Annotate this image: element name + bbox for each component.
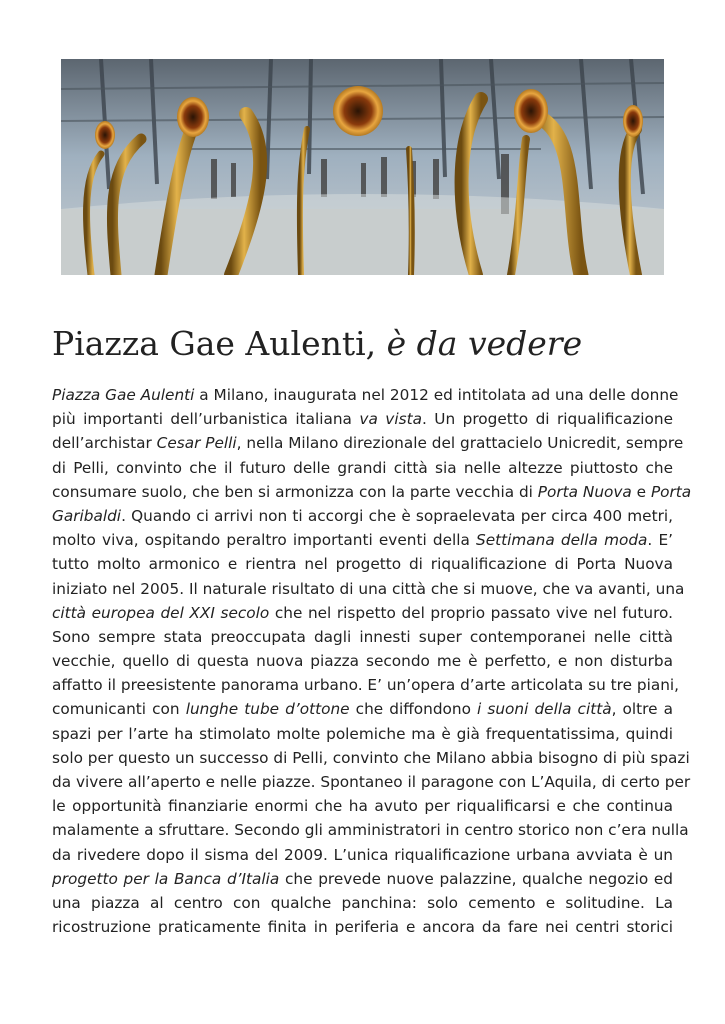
article-body [52, 383, 692, 939]
paragraph-line [52, 915, 673, 939]
title-emphasis: è da vedere [386, 324, 583, 363]
body-text: comunicanti con [52, 700, 186, 719]
emphasis-text: Piazza Gae Aulenti [52, 386, 195, 404]
body-text: che diffondono [349, 700, 478, 719]
hero-image [61, 59, 664, 275]
paragraph-line [52, 601, 673, 625]
paragraph-line [52, 867, 673, 891]
body-text: le opportunità finanziarie enormi che ha avuto per riqualificarsi e che continua [52, 797, 673, 816]
body-text: , nella Milano direzionale del grattacielo Unicredit, sempre [236, 434, 684, 453]
body-text: affatto il preesistente panorama urbano. E’ un’opera d’arte articolata su tre piani, [52, 676, 680, 695]
body-text: . Quando ci arrivi non ti accorgi che è sopraelevata per circa 400 metri, [121, 506, 673, 525]
body-text: ricostruzione praticamente finita in periferia e ancora da fare nei centri storici [52, 918, 673, 937]
body-text: consumare suolo, che ben si armonizza con la parte vecchia di [52, 482, 538, 501]
brass-tubes-photo [61, 59, 664, 275]
body-text: di Pelli, convinto che il futuro delle grandi città sia nelle altezze piuttosto che [52, 458, 673, 477]
emphasis-text: Cesar Pelli [156, 434, 237, 453]
emphasis-text: Garibaldi [52, 506, 122, 525]
body-text: dell’archistar [52, 434, 157, 453]
paragraph-line [52, 504, 673, 528]
paragraph-line [52, 383, 679, 407]
body-text: Sono sempre stata preoccupata dagli innesti super contemporanei nelle città [52, 627, 673, 646]
body-text: spazi per l’arte ha stimolato molte polemiche ma è già frequentatissima, quindi [52, 724, 673, 743]
body-text: tutto molto armonico e rientra nel progetto di riqualificazione di Porta Nuova [52, 555, 673, 574]
paragraph-line [52, 722, 673, 746]
paragraph-line [52, 431, 684, 455]
body-text: una piazza al centro con qualche panchina: solo cemento e solitudine. La [52, 893, 673, 912]
body-text: che prevede nuove palazzine, qualche negozio ed [279, 869, 673, 888]
body-text: . E’ [647, 531, 673, 550]
body-text: da vivere all’aperto e nelle piazze. Spontaneo il paragone con L’Aquila, di certo per [52, 773, 691, 791]
body-text: e [631, 482, 651, 501]
paragraph-line [52, 407, 673, 431]
paragraph-line [52, 577, 685, 601]
body-text: vecchie, quello di questa nuova piazza secondo me è perfetto, e non disturba [52, 652, 673, 671]
body-text: malamente a sfruttare. Secondo gli amministratori in centro storico non c’era nulla [52, 821, 689, 840]
paragraph-line [52, 528, 673, 552]
paragraph-line [52, 697, 673, 721]
body-text: che nel rispetto del proprio passato vive nel futuro. [269, 603, 673, 622]
paragraph-line [52, 552, 673, 576]
emphasis-text: va vista [359, 410, 422, 429]
paragraph-line [52, 480, 692, 504]
emphasis-text: Porta Nuova [537, 482, 632, 501]
body-text: a Milano, inaugurata nel 2012 ed intitolata ad una delle donne [194, 386, 679, 404]
article-title [52, 322, 582, 366]
emphasis-text: Porta [650, 482, 692, 501]
paragraph-line [52, 770, 691, 794]
title-main: Piazza Gae Aulenti, [52, 324, 377, 363]
emphasis-text: Settimana della moda [476, 531, 648, 550]
paragraph-line [52, 746, 690, 770]
paragraph-line [52, 649, 673, 673]
paragraph-line [52, 818, 689, 842]
body-text: più importanti dell’urbanistica italiana [52, 410, 360, 429]
emphasis-text: città europea del XXI secolo [52, 603, 270, 622]
body-text: molto viva, ospitando peraltro importanti eventi della [52, 531, 477, 550]
body-text: , oltre a [611, 700, 673, 719]
paragraph-line [52, 456, 673, 480]
body-text: solo per questo un successo di Pelli, convinto che Milano abbia bisogno di più spazi [52, 748, 690, 767]
emphasis-text: lunghe tube d’ottone [185, 700, 350, 719]
body-text: da rivedere dopo il sisma del 2009. L’unica riqualificazione urbana avviata è un [52, 845, 673, 864]
emphasis-text: progetto per la Banca d’Italia [52, 869, 280, 888]
paragraph-line [52, 673, 680, 697]
emphasis-text: i suoni della città [477, 700, 612, 719]
paragraph-line [52, 891, 673, 915]
paragraph-line [52, 625, 673, 649]
paragraph-line [52, 794, 673, 818]
body-text: iniziato nel 2005. Il naturale risultato di una città che si muove, che va avanti, una [52, 579, 685, 598]
paragraph-line [52, 843, 673, 867]
body-text: . Un progetto di riqualificazione [421, 410, 673, 429]
